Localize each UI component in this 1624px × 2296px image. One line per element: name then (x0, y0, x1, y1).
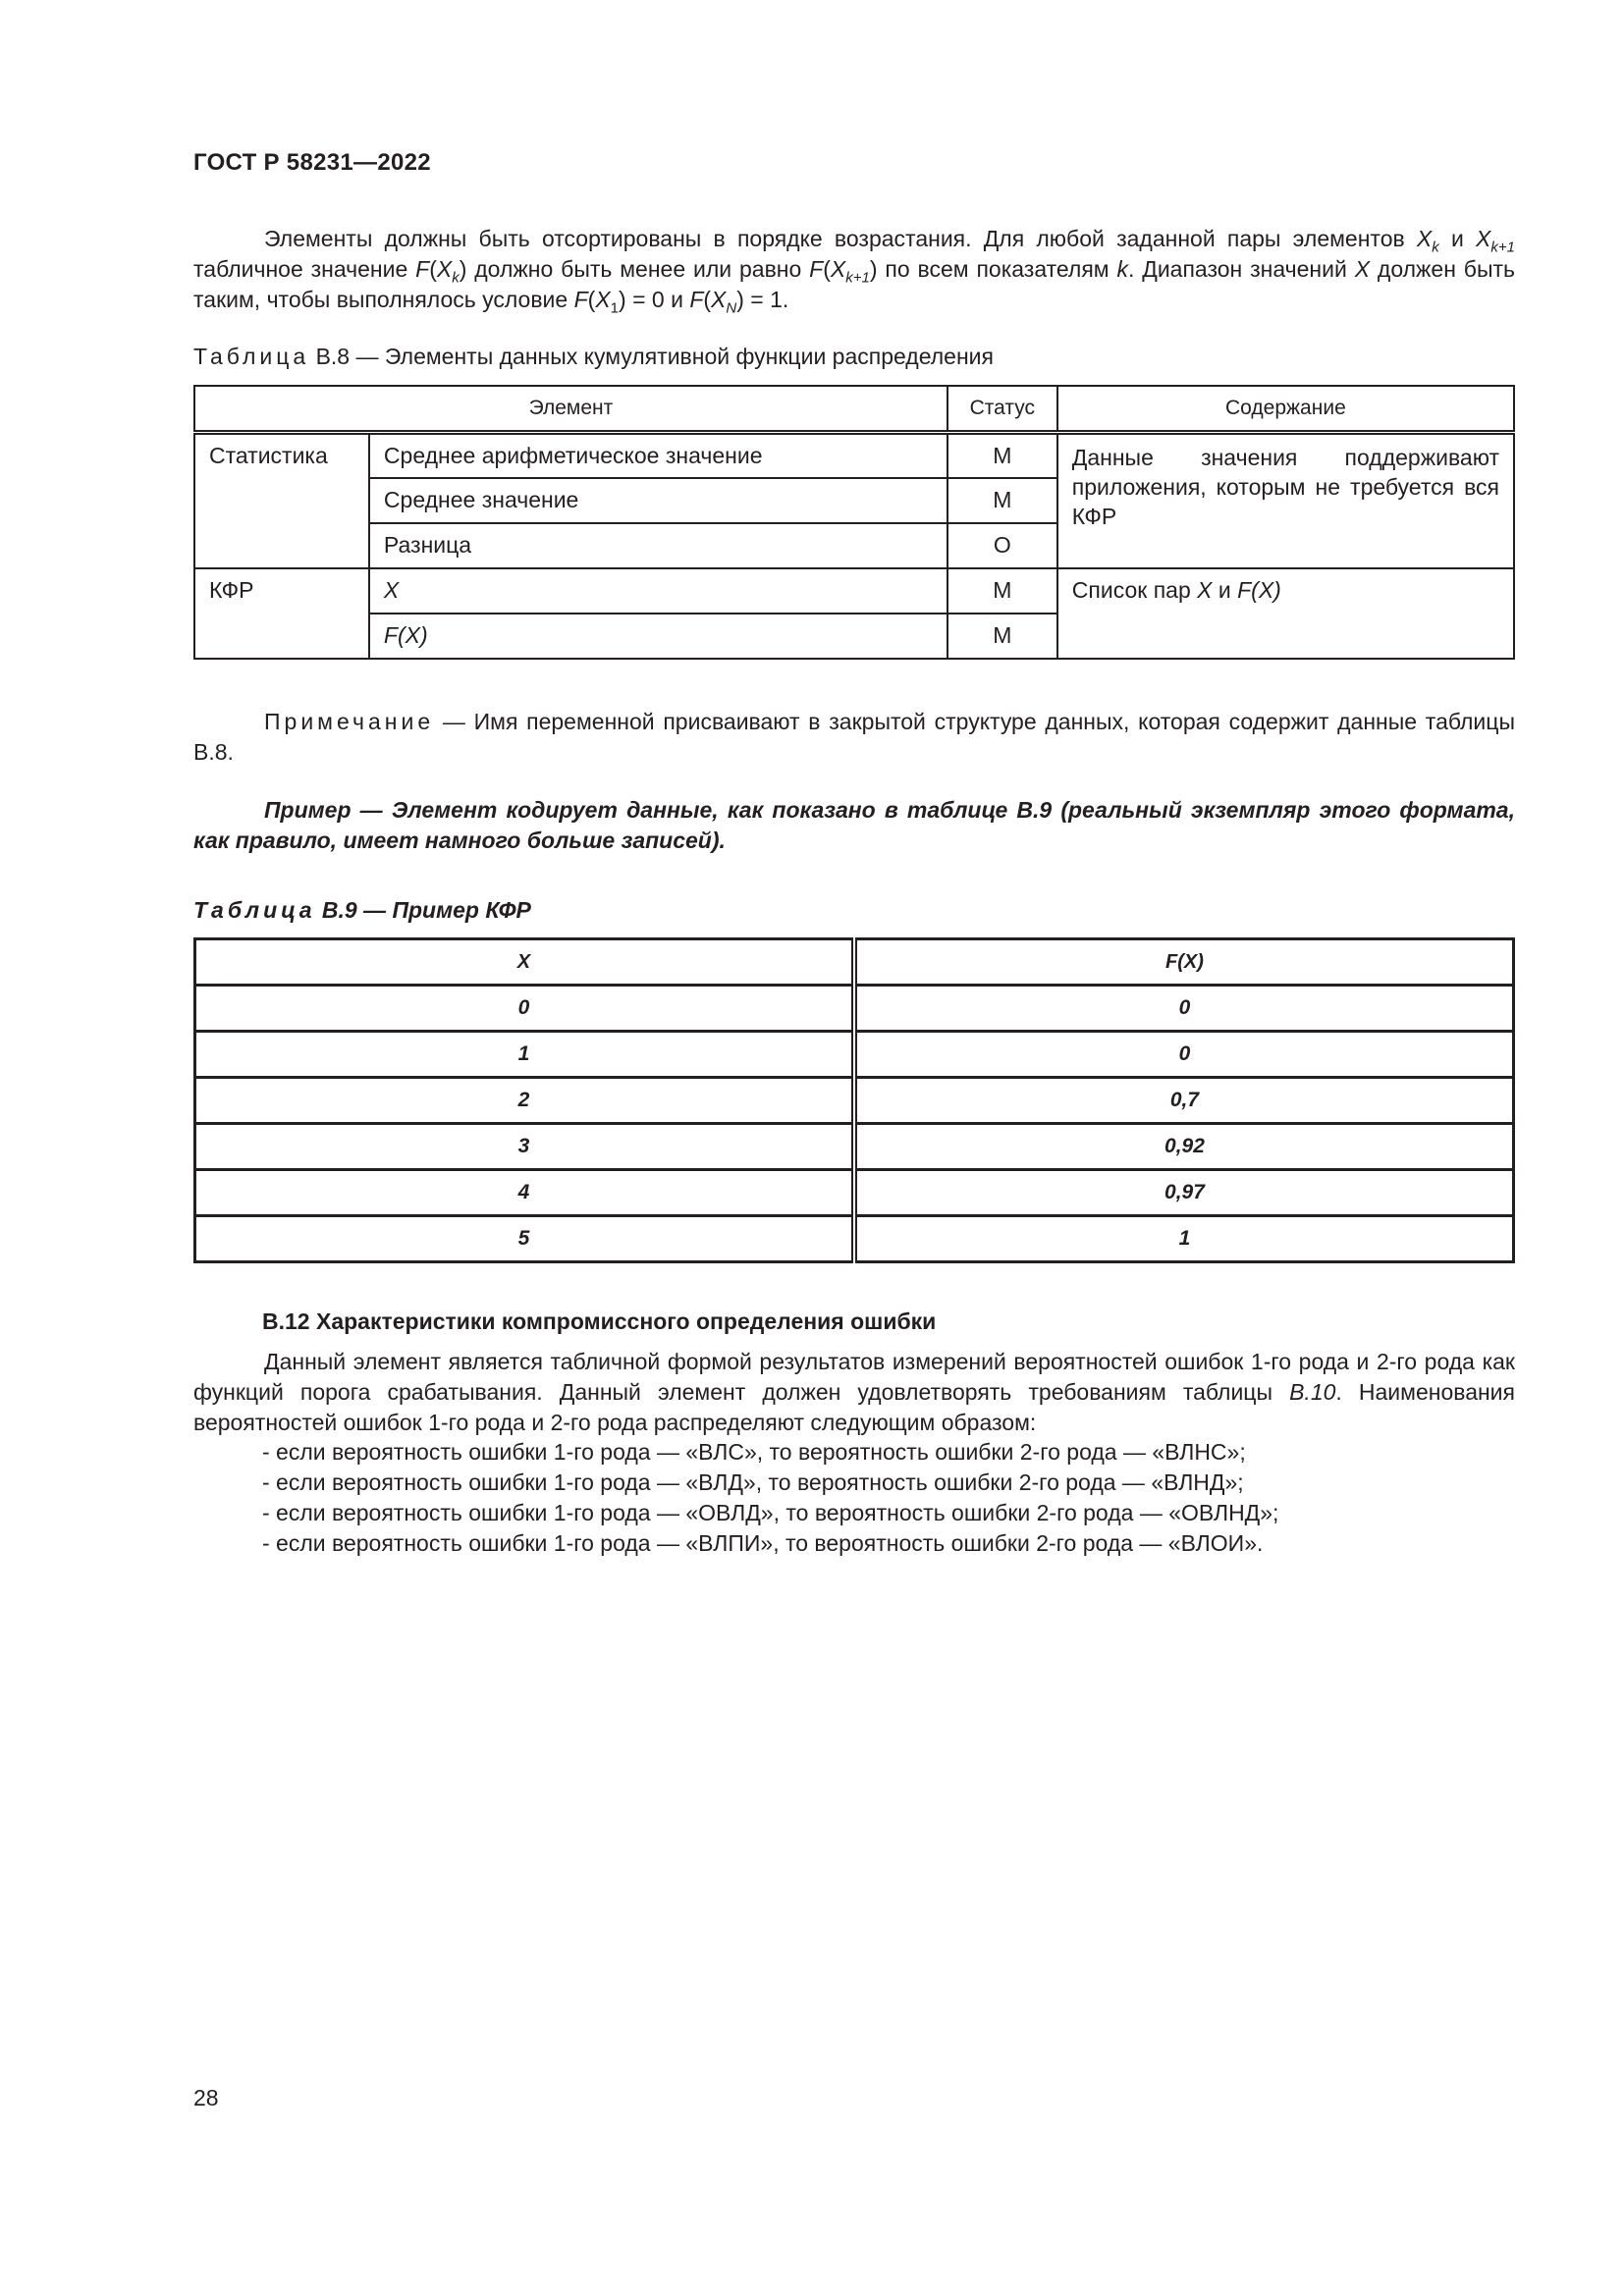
section-paragraph: Данный элемент является табличной формой результатов измерений вероятностей ошибок 1-го рода и 2-го рода как функций порога срабатывания. Данный элемент должен удовлетворять требованиям таблицы В.10. Наименования вероятностей ошибок 1-го рода и 2-го рода распределяют следующим образом: (193, 1349, 1515, 1435)
element-status: O (947, 523, 1057, 568)
list-item: - если вероятность ошибки 1-го рода — «ВЛД», то вероятность ошибки 2-го рода — «ВЛНД»; (262, 1469, 1244, 1495)
table-header-row (194, 386, 1514, 433)
column-header-status: Статус (947, 386, 1057, 433)
fx-cell: 1 (854, 1216, 1514, 1262)
element-name: Разница (369, 523, 947, 568)
table-row (195, 1078, 1514, 1124)
element-name: X (369, 568, 947, 614)
table-row (194, 433, 1514, 478)
element-status: M (947, 614, 1057, 659)
group-statistics: Статистика (194, 433, 369, 568)
intro-paragraph: Элементы должны быть отсортированы в порядке возрастания. Для любой заданной пары элементов $X_k$ и $X_{k+1}$ табличное значение $F(X_k)$ должно быть менее или равно $F(X_{k+1})$ по всем показателям k. Диапазон значений X должен быть таким, чтобы выполнялось условие $F(X_1) = 0$ и $F(X_N) = 1$. (193, 226, 1516, 317)
element-content: Список пар X и F(X) (1057, 568, 1514, 659)
fx-cell: 0 (854, 986, 1514, 1032)
element-name: Среднее значение (369, 478, 947, 523)
column-header-content: Содержание (1057, 386, 1514, 433)
column-header-x: X (195, 939, 854, 986)
note-paragraph: Примечание — Имя переменной присваивают в закрытой структуре данных, которая содержит данные таблицы В.8. (193, 709, 1515, 765)
element-status: M (947, 433, 1057, 478)
list-item: - если вероятность ошибки 1-го рода — «ВЛС», то вероятность ошибки 2-го рода — «ВЛНС»; (262, 1439, 1246, 1465)
column-header-fx: F(X) (854, 939, 1514, 986)
fx-cell: 0,7 (854, 1078, 1514, 1124)
page-number: 28 (193, 2085, 219, 2110)
table-b8 (193, 385, 1515, 660)
section-heading: В.12 Характеристики компромиссного определения ошибки (262, 1308, 937, 1334)
table-row (195, 1124, 1514, 1170)
table-row (195, 1170, 1514, 1216)
element-status: M (947, 478, 1057, 523)
x-cell: 4 (195, 1170, 854, 1216)
fx-cell: 0 (854, 1032, 1514, 1078)
group-cdf: КФР (194, 568, 369, 659)
x-cell: 5 (195, 1216, 854, 1262)
table-header-row (195, 939, 1514, 986)
table-row (195, 1216, 1514, 1262)
element-name: F(X) (369, 614, 947, 659)
element-content: Данные значения поддерживают приложения, которым не требуется вся КФР (1057, 433, 1514, 568)
table-b8-caption: Таблица В.8 — Элементы данных кумулятивной функции распределения (193, 344, 994, 369)
table-b9 (193, 937, 1515, 1263)
fx-cell: 0,92 (854, 1124, 1514, 1170)
x-cell: 3 (195, 1124, 854, 1170)
list-item: - если вероятность ошибки 1-го рода — «ОВЛД», то вероятность ошибки 2-го рода — «ОВЛНД»; (262, 1500, 1279, 1525)
element-name: Среднее арифметическое значение (369, 433, 947, 478)
example-paragraph: Пример — Элемент кодирует данные, как показано в таблице В.9 (реальный экземпляр этого формата, как правило, имеет намного больше записей). (193, 797, 1515, 853)
element-status: M (947, 568, 1057, 614)
x-cell: 2 (195, 1078, 854, 1124)
column-header-element: Элемент (194, 386, 947, 433)
list-item: - если вероятность ошибки 1-го рода — «ВЛПИ», то вероятность ошибки 2-го рода — «ВЛОИ». (262, 1530, 1264, 1556)
bullet-list (262, 1437, 1278, 1559)
document-header: ГОСТ Р 58231—2022 (193, 149, 431, 176)
table-row (194, 568, 1514, 614)
fx-cell: 0,97 (854, 1170, 1514, 1216)
table-row (195, 1032, 1514, 1078)
x-cell: 0 (195, 986, 854, 1032)
x-cell: 1 (195, 1032, 854, 1078)
table-b9-caption: Таблица В.9 — Пример КФР (193, 897, 531, 923)
table-row (195, 986, 1514, 1032)
